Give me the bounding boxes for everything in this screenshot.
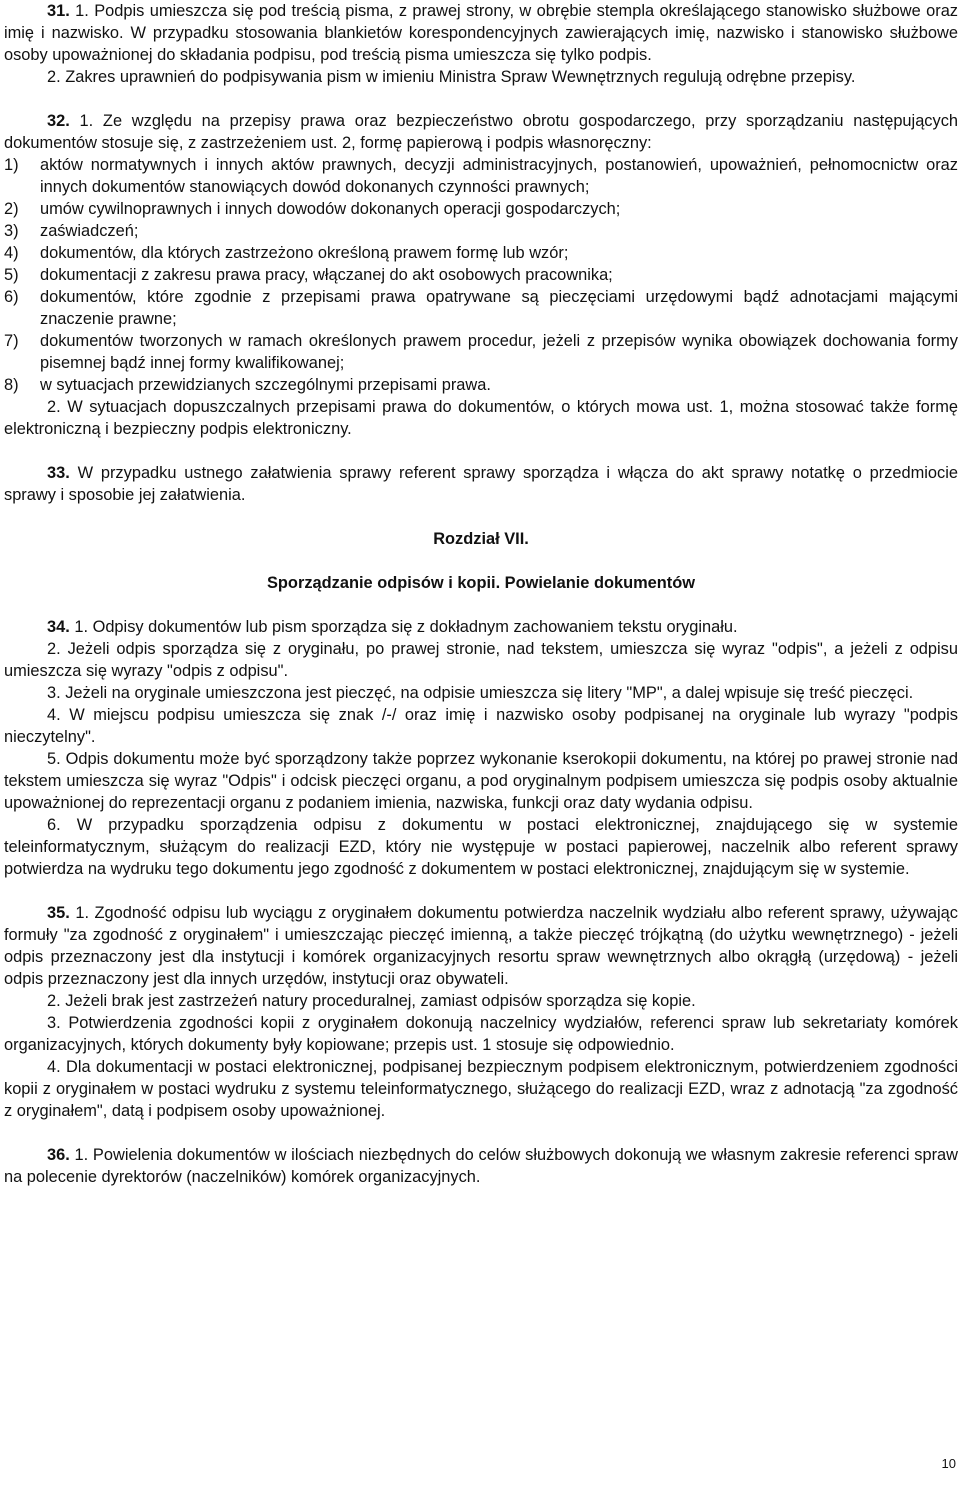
list-item-number: 6) (4, 288, 19, 306)
list-item (4, 154, 958, 198)
paragraph-36-1 (4, 1144, 958, 1188)
paragraph-32-2: 2. W sytuacjach dopuszczalnych przepisami prawa do dokumentów, o których mowa ust. 1, można stosować także formę elektroniczną i bezpieczny podpis elektroniczny. (4, 398, 958, 438)
section-31-marker: 31. (47, 2, 76, 20)
list-item-number: 5) (4, 266, 19, 284)
section-35-marker: 35. (47, 904, 76, 922)
paragraph-34-5: 5. Odpis dokumentu może być sporządzony także poprzez wykonanie kserokopii dokumentu, na której po prawej stronie nad tekstem umieszcza się wyraz "Odpis" i odcisk pieczęci organu, a pod oryginalnym podpisem umieszcza się podpis osoby aktualnie upoważnionej do reprezentacji organu z podaniem imienia, nazwiska, funkcji oraz daty wydania odpisu. (4, 750, 958, 812)
paragraph-35-1 (4, 902, 958, 990)
section-32-marker: 32. (47, 112, 80, 130)
paragraph-34-3: 3. Jeżeli na oryginale umieszczona jest pieczęć, na odpisie umieszcza się litery "MP", a dalej wpisuje się treść pieczęci. (47, 684, 914, 702)
paragraph-32-1-text: 1. Ze względu na przepisy prawa oraz bezpieczeństwo obrotu gospodarczego, przy sporządzaniu następujących dokumentów stosuje się, z zastrzeżeniem ust. 2, formę papierową i podpis własnoręczny: (4, 112, 959, 152)
list-item-number: 7) (4, 332, 19, 350)
document-page (4, 0, 958, 1188)
section-33-marker: 33. (47, 464, 78, 482)
paragraph-34-1-text: 1. Odpisy dokumentów lub pism sporządza się z dokładnym zachowaniem tekstu oryginału. (74, 618, 738, 636)
list-item (4, 286, 958, 330)
paragraph-35-3: 3. Potwierdzenia zgodności kopii z oryginałem dokonują naczelnicy wydziałów, referenci spraw lub sekretariaty komórek organizacyjnych, których dokumenty były kopiowane; przepis ust. 1 stosuje się odpowiednio. (4, 1014, 958, 1054)
list-item-number: 8) (4, 376, 19, 394)
paragraph-32-1 (4, 110, 958, 154)
paragraph-34-2: 2. Jeżeli odpis sporządza się z oryginału, po prawej stronie, nad tekstem, umieszcza się wyraz "odpis", a jeżeli z odpisu umieszcza się wyrazy "odpis z odpisu". (4, 640, 958, 680)
list-item (4, 242, 958, 264)
paragraph-35-4: 4. Dla dokumentacji w postaci elektronicznej, podpisanej bezpiecznym podpisem elektronicznym, potwierdzeniem zgodności kopii z oryginałem w postaci wydruku z systemu teleinformatycznego, służącego do realizacji EZD, wraz z adnotacją "za zgodność z oryginałem", datą i podpisem osoby upoważnionej. (4, 1058, 958, 1120)
paragraph-31-1 (4, 0, 958, 66)
paragraph-36-1-text: 1. Powielenia dokumentów w ilościach niezbędnych do celów służbowych dokonują we własnym zakresie referenci spraw na polecenie dyrektorów (naczelników) komórek organizacyjnych. (4, 1146, 959, 1186)
list-item (4, 198, 958, 220)
list-item-text: w sytuacjach przewidzianych szczególnymi przepisami prawa. (40, 376, 491, 394)
section-36-marker: 36. (47, 1146, 75, 1164)
list-item (4, 220, 958, 242)
paragraph-35-1-text: 1. Zgodność odpisu lub wyciągu z oryginałem dokumentu potwierdza naczelnik wydziału albo referent sprawy, używając formuły "za zgodność z oryginałem" i umieszczając pieczęć imienną, a także pieczęć trójkątną (do użytku wewnętrznego) - jeżeli odpis przeznaczony jest dla instytucji i komórek organizacyjnych resortu spraw wewnętrznych albo okrągłą (urzędową) - jeżeli odpis przeznaczony jest dla innych urzędów, instytucji oraz obywateli. (4, 904, 958, 988)
list-item-number: 2) (4, 200, 19, 218)
chapter-number: Rozdział VII. (433, 530, 529, 548)
list-item-number: 3) (4, 222, 19, 240)
list-item-text: dokumentów, dla których zastrzeżono określoną prawem formę lub wzór; (40, 244, 569, 262)
list-item-number: 4) (4, 244, 19, 262)
list-item (4, 374, 958, 396)
list-item-text: dokumentacji z zakresu prawa pracy, włączanej do akt osobowych pracownika; (40, 266, 613, 284)
chapter-title: Sporządzanie odpisów i kopii. Powielanie dokumentów (266, 574, 696, 592)
list-item-text: umów cywilnoprawnych i innych dowodów dokonanych operacji gospodarczych; (40, 200, 621, 218)
section-34-marker: 34. (47, 618, 75, 636)
paragraph-34-4: 4. W miejscu podpisu umieszcza się znak /-/ oraz imię i nazwisko osoby podpisanej na oryginale lub wyrazy "podpis nieczytelny". (4, 706, 958, 746)
list-item (4, 330, 958, 374)
list-item-number: 1) (4, 156, 19, 174)
list-item (4, 264, 958, 286)
paragraph-33 (4, 462, 958, 506)
paragraph-34-1 (4, 616, 958, 638)
list-item-text: zaświadczeń; (40, 222, 139, 240)
paragraph-33-text: W przypadku ustnego załatwienia sprawy referent sprawy sporządza i włącza do akt sprawy notatkę o przedmiocie sprawy i sposobie jej załatwienia. (4, 464, 959, 504)
page-number: 10 (941, 1456, 956, 1471)
paragraph-34-6: 6. W przypadku sporządzenia odpisu z dokumentu w postaci elektronicznej, znajdującego się w systemie teleinformatycznym, służącym do realizacji EZD, który nie występuje w postaci papierowej, naczelnik albo referent sprawy potwierdza na wydruku tego dokumentu jego zgodność z dokumentem w postaci elektronicznej, znajdującym się w systemie. (4, 816, 958, 878)
list-32 (4, 154, 958, 396)
list-item-text: aktów normatywnych i innych aktów prawnych, decyzji administracyjnych, postanowień, upoważnień, pełnomocnictw oraz innych dokumentów stanowiących dowód dokonanych czynności prawnych; (40, 156, 958, 196)
list-item-text: dokumentów tworzonych w ramach określonych prawem procedur, jeżeli z przepisów wynika obowiązek dochowania formy pisemnej bądź innej formy kwalifikowanej; (40, 332, 958, 372)
list-item-text: dokumentów, które zgodnie z przepisami prawa opatrywane są pieczęciami urzędowymi bądź adnotacjami mającymi znaczenie prawne; (40, 288, 958, 328)
paragraph-31-1-text: 1. Podpis umieszcza się pod treścią pisma, z prawej strony, w obrębie stempla określającego stanowisko służbowe oraz imię i nazwisko. W przypadku stosowania blankietów korespondencyjnych zawierających imię, nazwisko i stanowisko służbowe osoby upoważnionej do składania podpisu, pod treścią pisma umieszcza się tylko podpis. (4, 2, 959, 64)
paragraph-35-2: 2. Jeżeli brak jest zastrzeżeń natury proceduralnej, zamiast odpisów sporządza się kopie. (47, 992, 696, 1010)
paragraph-31-2: 2. Zakres uprawnień do podpisywania pism w imieniu Ministra Spraw Wewnętrznych regulują odrębne przepisy. (47, 68, 856, 86)
